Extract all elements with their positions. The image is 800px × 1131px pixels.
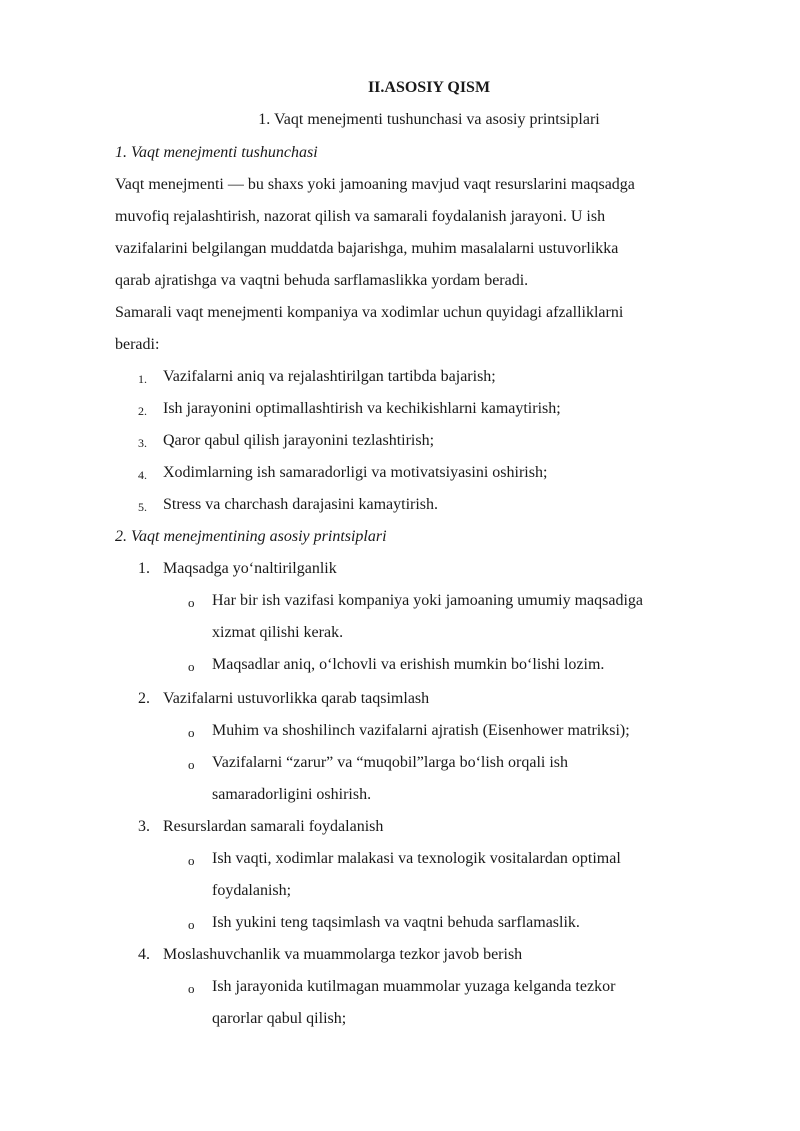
benefit-number: 1. — [138, 372, 147, 386]
bullet-item-line: Muhim va shoshilinch vazifalarni ajratish (Eisenhower matriksi); — [212, 722, 630, 739]
benefit-item: Xodimlarning ish samaradorligi va motivatsiyasini oshirish; — [163, 464, 548, 481]
bullet-item-line: foydalanish; — [212, 882, 292, 899]
benefit-number: 5. — [138, 500, 147, 514]
bullet-item-line: Maqsadlar aniq, o‘lchovli va erishish mumkin bo‘lishi lozim. — [212, 656, 605, 673]
principle-title: Resurslardan samarali foydalanish — [163, 818, 384, 835]
bullet-marker: o — [188, 757, 195, 772]
bullet-marker: o — [188, 725, 195, 740]
principle-title: Moslashuvchanlik va muammolarga tezkor javob berish — [163, 946, 523, 963]
bullet-marker: o — [188, 853, 195, 868]
para2-line: Samarali vaqt menejmenti kompaniya va xodimlar uchun quyidagi afzalliklarni — [115, 304, 624, 321]
para1-line: qarab ajratishga va vaqtni behuda sarflamaslikka yordam beradi. — [115, 272, 529, 289]
bullet-marker: o — [188, 659, 195, 674]
para1-line: vazifalarini belgilangan muddatda bajarishga, muhim masalalarni ustuvorlikka — [115, 240, 619, 257]
page-heading: II.ASOSIY QISM — [367, 79, 491, 96]
benefit-item: Vazifalarni aniq va rejalashtirilgan tartibda bajarish; — [163, 368, 496, 385]
bullet-marker: o — [188, 595, 195, 610]
principle-title: Maqsadga yo‘naltirilganlik — [163, 560, 337, 577]
bullet-item-line: Vazifalarni “zarur” va “muqobil”larga bo‘lish orqali ish — [212, 754, 569, 771]
bullet-item-line: Ish jarayonida kutilmagan muammolar yuzaga kelganda tezkor — [212, 978, 616, 995]
bullet-item-line: samaradorligini oshirish. — [212, 786, 372, 803]
page-subheading: 1. Vaqt menejmenti tushunchasi va asosiy printsiplari — [258, 111, 600, 128]
benefit-item: Ish jarayonini optimallashtirish va kechikishlarni kamaytirish; — [163, 400, 561, 417]
principle-number: 1. — [138, 560, 150, 577]
principle-number: 2. — [138, 690, 150, 707]
para2-line: beradi: — [115, 336, 160, 353]
para1-line: muvofiq rejalashtirish, nazorat qilish va samarali foydalanish jarayoni. U ish — [115, 208, 606, 225]
bullet-marker: o — [188, 981, 195, 996]
bullet-item-line: Har bir ish vazifasi kompaniya yoki jamoaning umumiy maqsadiga — [212, 592, 644, 609]
section2-title: 2. Vaqt menejmentining asosiy printsiplari — [115, 528, 387, 545]
bullet-item-line: Ish yukini teng taqsimlash va vaqtni behuda sarflamaslik. — [212, 914, 580, 931]
bullet-item-line: Ish vaqti, xodimlar malakasi va texnologik vositalardan optimal — [212, 850, 621, 867]
benefit-item: Qaror qabul qilish jarayonini tezlashtirish; — [163, 432, 435, 449]
bullet-item-line: xizmat qilishi kerak. — [212, 624, 344, 641]
benefit-item: Stress va charchash darajasini kamaytirish. — [163, 496, 439, 513]
benefit-number: 4. — [138, 468, 147, 482]
benefit-number: 2. — [138, 404, 147, 418]
principle-number: 3. — [138, 818, 150, 835]
section1-title: 1. Vaqt menejmenti tushunchasi — [115, 144, 318, 161]
bullet-item-line: qarorlar qabul qilish; — [212, 1010, 347, 1027]
principle-title: Vazifalarni ustuvorlikka qarab taqsimlash — [163, 690, 430, 707]
principle-number: 4. — [138, 946, 150, 963]
benefit-number: 3. — [138, 436, 147, 450]
bullet-marker: o — [188, 917, 195, 932]
para1-line: Vaqt menejmenti — bu shaxs yoki jamoaning mavjud vaqt resurslarini maqsadga — [115, 176, 635, 193]
